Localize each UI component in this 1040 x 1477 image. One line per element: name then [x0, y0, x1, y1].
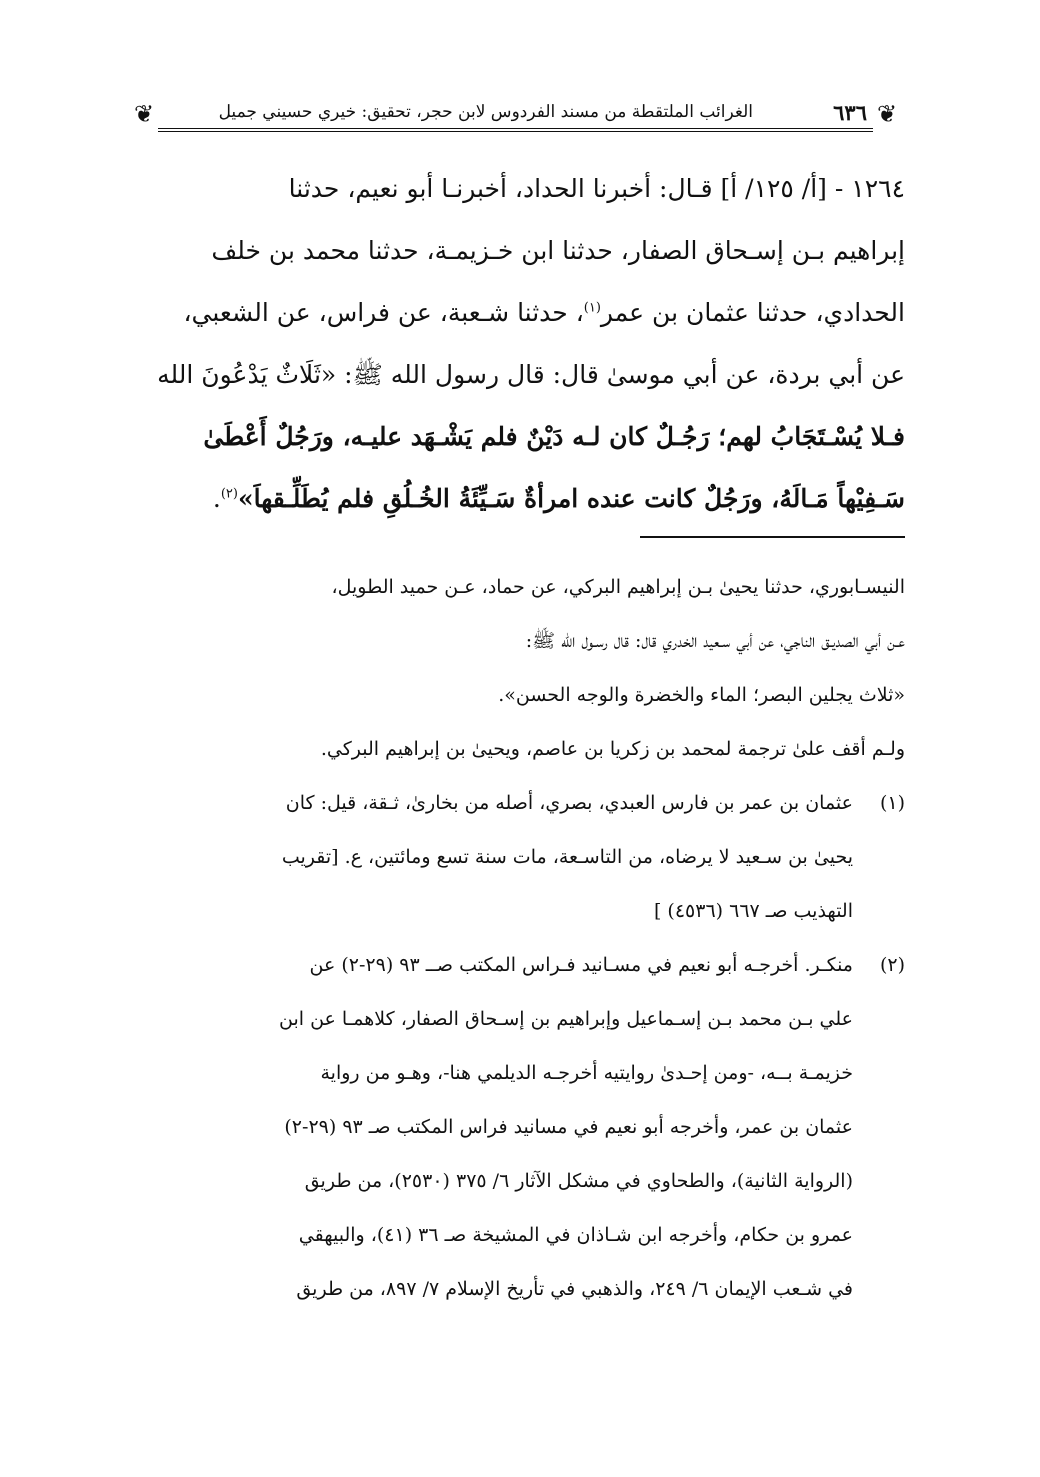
footnote-separator — [640, 536, 905, 538]
header-ornament-right-icon: ❦ — [876, 100, 898, 128]
main-line-6-end: . — [212, 484, 221, 513]
footnote-1-line: التهذيب صـ ٦٦٧ (٤٥٣٦) ] — [653, 900, 853, 922]
footnote-2-line: عثمان بن عمر، وأخرجه أبو نعيم في مسانيد فراس المكتب صـ ٩٣ (٢٩-٢) — [284, 1116, 853, 1138]
footnote-2-line: خزيمـة بــه، -ومن إحـدىٰ روايتيه أخرجـه الديلمي هنا-، وهـو من رواية — [320, 1062, 853, 1084]
footnote-2-line: (الرواية الثانية)، والطحاوي في مشكل الآثار ٦/ ٣٧٥ (٢٥٣٠)، من طريق — [304, 1170, 853, 1192]
main-line-4: عن أبي بردة، عن أبي موسىٰ قال: قال رسول الله ﷺ: «ثَلَاثٌ يَدْعُونَ الله — [157, 360, 905, 389]
footnote-1-text: عثمان بن عمر بن فارس العبدي، بصري، أصله من بخارىٰ، ثـقة، قيل: كان — [285, 792, 853, 814]
page-header — [128, 96, 903, 136]
header-rule — [158, 128, 873, 132]
footnote-1-number: (١) — [879, 792, 905, 814]
running-title: الغرائب الملتقطة من مسند الفردوس لابن حجر، تحقيق: خيري حسيني جميل — [218, 102, 753, 122]
footnote-1-line: يحيىٰ بن سـعيد لا يرضاه، من التاسـعة، مات سنة تسع ومائتين، ع. [تقريب — [281, 846, 853, 868]
footnote-1-line — [133, 776, 905, 830]
footnote-2-line: عمرو بن حكام، وأخرجه ابن شـاذان في المشيخة صـ ٣٦ (٤١)، والبيهقي — [298, 1224, 853, 1246]
footnote-ref-1[interactable]: (١) — [583, 300, 601, 316]
footnote-continuation-line: عـن أبي الصديـق الناجي، عن أبي سـعيد الخدري قال: قال رسـول الله ﷺ: — [525, 630, 905, 652]
footnote-2-line: علي بـن محمد بـن إسـماعيل وإبراهيم بن إسـحاق الصفار، كلاهمـا عن ابن — [279, 1008, 853, 1030]
main-line-6 — [135, 468, 905, 530]
footnote-continuation-line: «ثلاث يجلين البصر؛ الماء والخضرة والوجه الحسن». — [498, 684, 905, 706]
header-ornament-left-icon: ❦ — [133, 100, 155, 128]
footnote-continuation-line: النيسـابوري، حدثنا يحيىٰ بـن إبراهيم البركي، عن حماد، عـن حميد الطويل، — [331, 576, 905, 598]
page-number: ٦٣٦ — [833, 100, 867, 125]
main-line-5: فـلا يُسْـتَجَابُ لهم؛ رَجُـلٌ كان لـه دَيْنٌ فلم يَشْـهَد عليـه، ورَجُلٌ أَعْطَىٰ — [203, 422, 905, 451]
main-hadith-text — [135, 158, 905, 530]
main-line-6-text: سَـفِيْهاً مَـالَهُ، ورَجُلٌ كانت عنده امرأةٌ سَـيِّئَةُ الخُـلُقِ فلم يُطَلِّـقهاَ» — [237, 484, 905, 513]
main-line-2: إبراهيم بـن إسـحاق الصفار، حدثنا ابن خـزيمـة، حدثنا محمد بن خلف — [211, 236, 905, 265]
main-line-3-start: الحدادي، حدثنا عثمان بن عمر — [600, 298, 905, 327]
footnote-2-text: منكـر. أخرجـه أبو نعيم في مسـانيد فـراس المكتب صــ ٩٣ (٢٩-٢) عن — [309, 954, 853, 976]
footnote-continuation-line: ولـم أقف علىٰ ترجمة لمحمد بن زكريا بن عاصم، ويحيىٰ بن إبراهيم البركي. — [320, 738, 905, 760]
footnote-2-number: (٢) — [879, 954, 905, 976]
footnote-ref-2[interactable]: (٢) — [220, 486, 238, 502]
footnotes-section — [133, 560, 905, 1316]
main-line-1: ١٢٦٤ - [أ/ ١٢٥/ أ] قـال: أخبرنا الحداد، أخبرنـا أبو نعيم، حدثنا — [288, 174, 905, 203]
footnote-2-line — [133, 938, 905, 992]
main-line-3 — [135, 282, 905, 344]
main-line-3-end: ، حدثنا شـعبة، عن فراس، عن الشعبي، — [183, 298, 584, 327]
footnote-2-line: في شـعب الإيمان ٦/ ٢٤٩، والذهبي في تأريخ الإسلام ٧/ ٨٩٧، من طريق — [296, 1278, 853, 1300]
